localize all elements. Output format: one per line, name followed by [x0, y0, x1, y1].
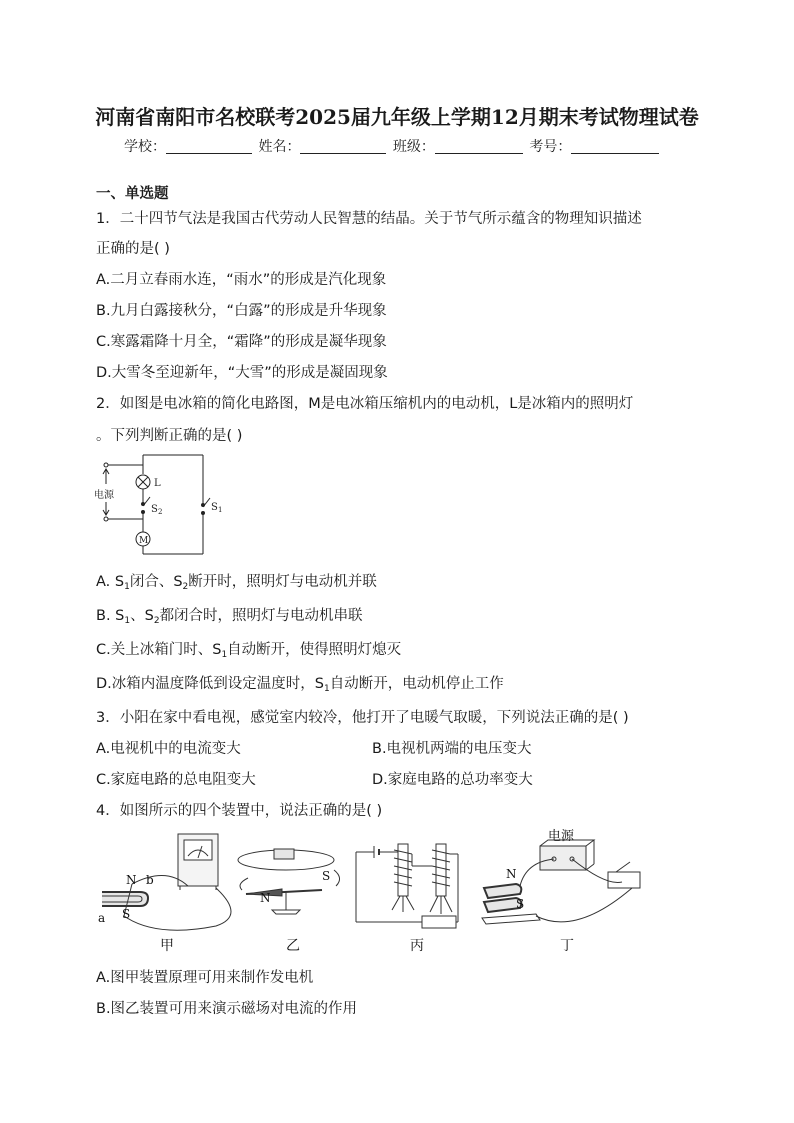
- class-label: 班级：: [392, 139, 435, 155]
- terminal-bottom: [104, 517, 108, 521]
- q2-option-b: B. $S_1$、$S_2$都闭合时，照明灯与电动机串联: [96, 608, 363, 626]
- device-bing: [356, 844, 458, 928]
- q2-stem-line2: 。下列判断正确的是( ): [96, 428, 243, 444]
- q1-option-d: D.大雪冬至迎新年，“大雪”的形成是凝固现象: [96, 365, 388, 381]
- refrigerator-circuit-diagram: [92, 450, 222, 560]
- four-devices-figure: [96, 826, 652, 956]
- q4-option-a: A.图甲装置原理可用来制作发电机: [96, 970, 314, 986]
- q3-option-b: B.电视机两端的电压变大: [372, 741, 532, 757]
- q1-option-c: C.寒露霜降十月全，“霜降”的形成是凝华现象: [96, 334, 387, 350]
- caption-ding: 丁: [560, 938, 574, 954]
- lamp-label: L: [154, 478, 161, 489]
- terminal-top: [104, 463, 108, 467]
- q3-option-d: D.家庭电路的总功率变大: [372, 772, 533, 788]
- device-ding: [482, 840, 640, 924]
- q2-option-d: D.冰箱内温度降低到设定温度时，$S_1$自动断开，电动机停止工作: [96, 676, 504, 694]
- yi-s-label: S: [322, 869, 331, 883]
- caption-bing: 丙: [410, 938, 424, 954]
- student-info-row: [124, 136, 661, 156]
- ding-n-label: N: [506, 867, 517, 881]
- caption-jia: 甲: [160, 938, 174, 954]
- jia-s-label: S: [122, 907, 131, 921]
- page-title: 河南省南阳市名校联考2025届九年级上学期12月期末考试物理试卷: [95, 105, 699, 129]
- q1-stem-line2: 正确的是( ): [96, 241, 170, 257]
- s1-subscript: 1: [218, 506, 223, 514]
- q3-stem: 3．小阳在家中看电视，感觉室内较冷，他打开了电暖气取暖，下列说法正确的是( ): [96, 710, 629, 726]
- q2-option-c: C.关上冰箱门时、$S_1$自动断开，使得照明灯熄灭: [96, 642, 402, 660]
- school-label: 学校：: [124, 139, 166, 155]
- school-blank: [166, 139, 252, 154]
- q4-option-b: B.图乙装置可用来演示磁场对电流的作用: [96, 1001, 358, 1017]
- yi-n-label: N: [260, 891, 271, 905]
- s2-subscript: 2: [158, 508, 163, 516]
- switch-s1-blade: [203, 498, 210, 507]
- ding-power-label: 电源: [548, 829, 575, 844]
- q1-option-a: A.二月立春雨水连，“雨水”的形成是汽化现象: [96, 272, 387, 288]
- q2-stem-line1: 2．如图是电冰箱的简化电路图，M是电冰箱压缩机内的电动机，L是冰箱内的照明灯: [96, 396, 634, 412]
- q1-stem-line1: 1．二十四节气法是我国古代劳动人民智慧的结晶。关于节气所示蕴含的物理知识描述: [96, 211, 642, 227]
- motor-label: M: [139, 536, 149, 546]
- caption-yi: 乙: [286, 938, 300, 954]
- ding-s-label: S: [516, 897, 525, 911]
- q1-option-b: B.九月白露接秋分，“白露”的形成是升华现象: [96, 303, 387, 319]
- s1-label: S: [211, 502, 218, 513]
- class-blank: [435, 139, 523, 154]
- name-label: 姓名：: [258, 139, 301, 155]
- q3-option-c: C.家庭电路的总电阻变大: [96, 772, 256, 788]
- switch-s2-blade: [143, 497, 150, 506]
- number-blank: [571, 139, 659, 154]
- q4-stem: 4．如图所示的四个装置中，说法正确的是( ): [96, 803, 383, 819]
- number-label: 考号：: [529, 139, 572, 155]
- q2-option-a: A. $S_1$闭合、$S_2$断开时，照明灯与电动机并联: [96, 574, 377, 592]
- jia-b-label: b: [146, 873, 154, 887]
- name-blank: [300, 139, 386, 154]
- s2-label: S: [151, 504, 158, 515]
- q3-option-a: A.电视机中的电流变大: [96, 741, 241, 757]
- section-heading: 一、单选题: [96, 186, 169, 202]
- power-label: 电源: [94, 490, 114, 501]
- jia-a-label: a: [98, 911, 106, 925]
- jia-n-label: N: [126, 873, 137, 887]
